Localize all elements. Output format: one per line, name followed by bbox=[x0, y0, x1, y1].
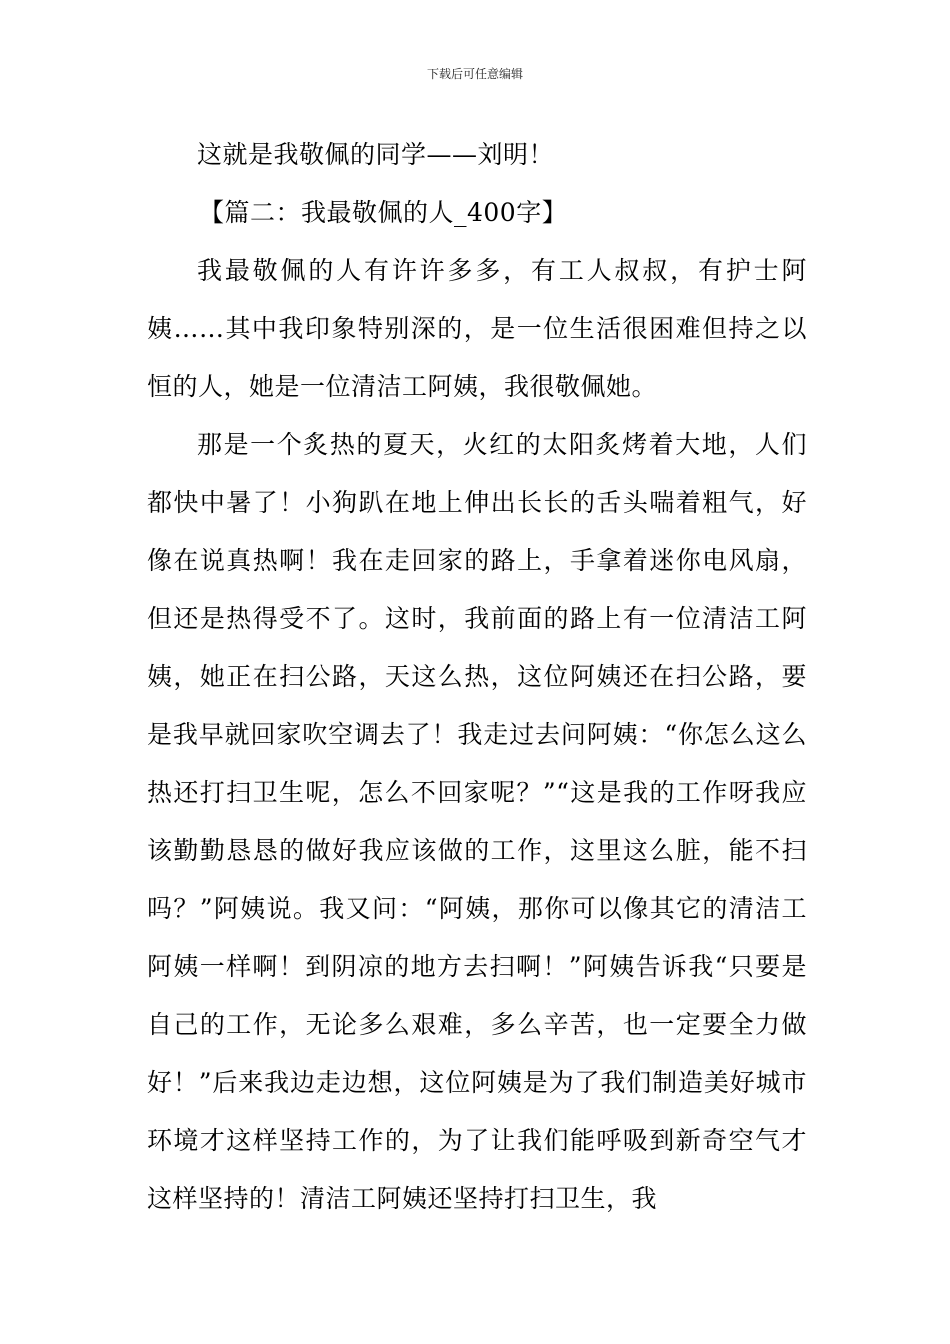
header-note: 下载后可任意编辑 bbox=[426, 67, 523, 81]
paragraph-intro: 我最敬佩的人有许许多多，有工人叔叔，有护士阿姨……其中我印象特别深的，是一位生活很困难但持之以恒的人，她是一位清洁工阿姨，我很敬佩她。 bbox=[147, 256, 807, 401]
paragraph-story: 那是一个炙热的夏天，火红的太阳炙烤着大地，人们都快中暑了！小狗趴在地上伸出长长的舌头喘着粗气，好像在说真热啊！我在走回家的路上，手拿着迷你电风扇，但还是热得受不了。这时，我前面的路上有一位清洁工阿姨，她正在扫公路，天这么热，这位阿姨还在扫公路，要是我早就回家吹空调去了！我走过去问阿姨：“你怎么这么热还打扫卫生呢，怎么不回家呢？”“这是我的工作呀我应该勤勤恳恳的做好我应该做的工作，这里这么脏，能不扫吗？”阿姨说。我又问：“阿姨，那你可以像其它的清洁工阿姨一样啊！到阴凉的地方去扫啊！”阿姨告诉我“只要是自己的工作，无论多么艰难，多么辛苦，也一定要全力做好！”后来我边走边想，这位阿姨是为了我们制造美好城市环境才这样坚持工作的，为了让我们能呼吸到新奇空气才这样坚持的！清洁工阿姨还坚持打扫卫生，我 bbox=[147, 430, 807, 1213]
document-body bbox=[147, 126, 807, 1228]
paragraph-closing-line: 这就是我敬佩的同学——刘明！ bbox=[197, 140, 555, 169]
section-heading: 【篇二：我最敬佩的人_400字】 bbox=[199, 198, 568, 227]
